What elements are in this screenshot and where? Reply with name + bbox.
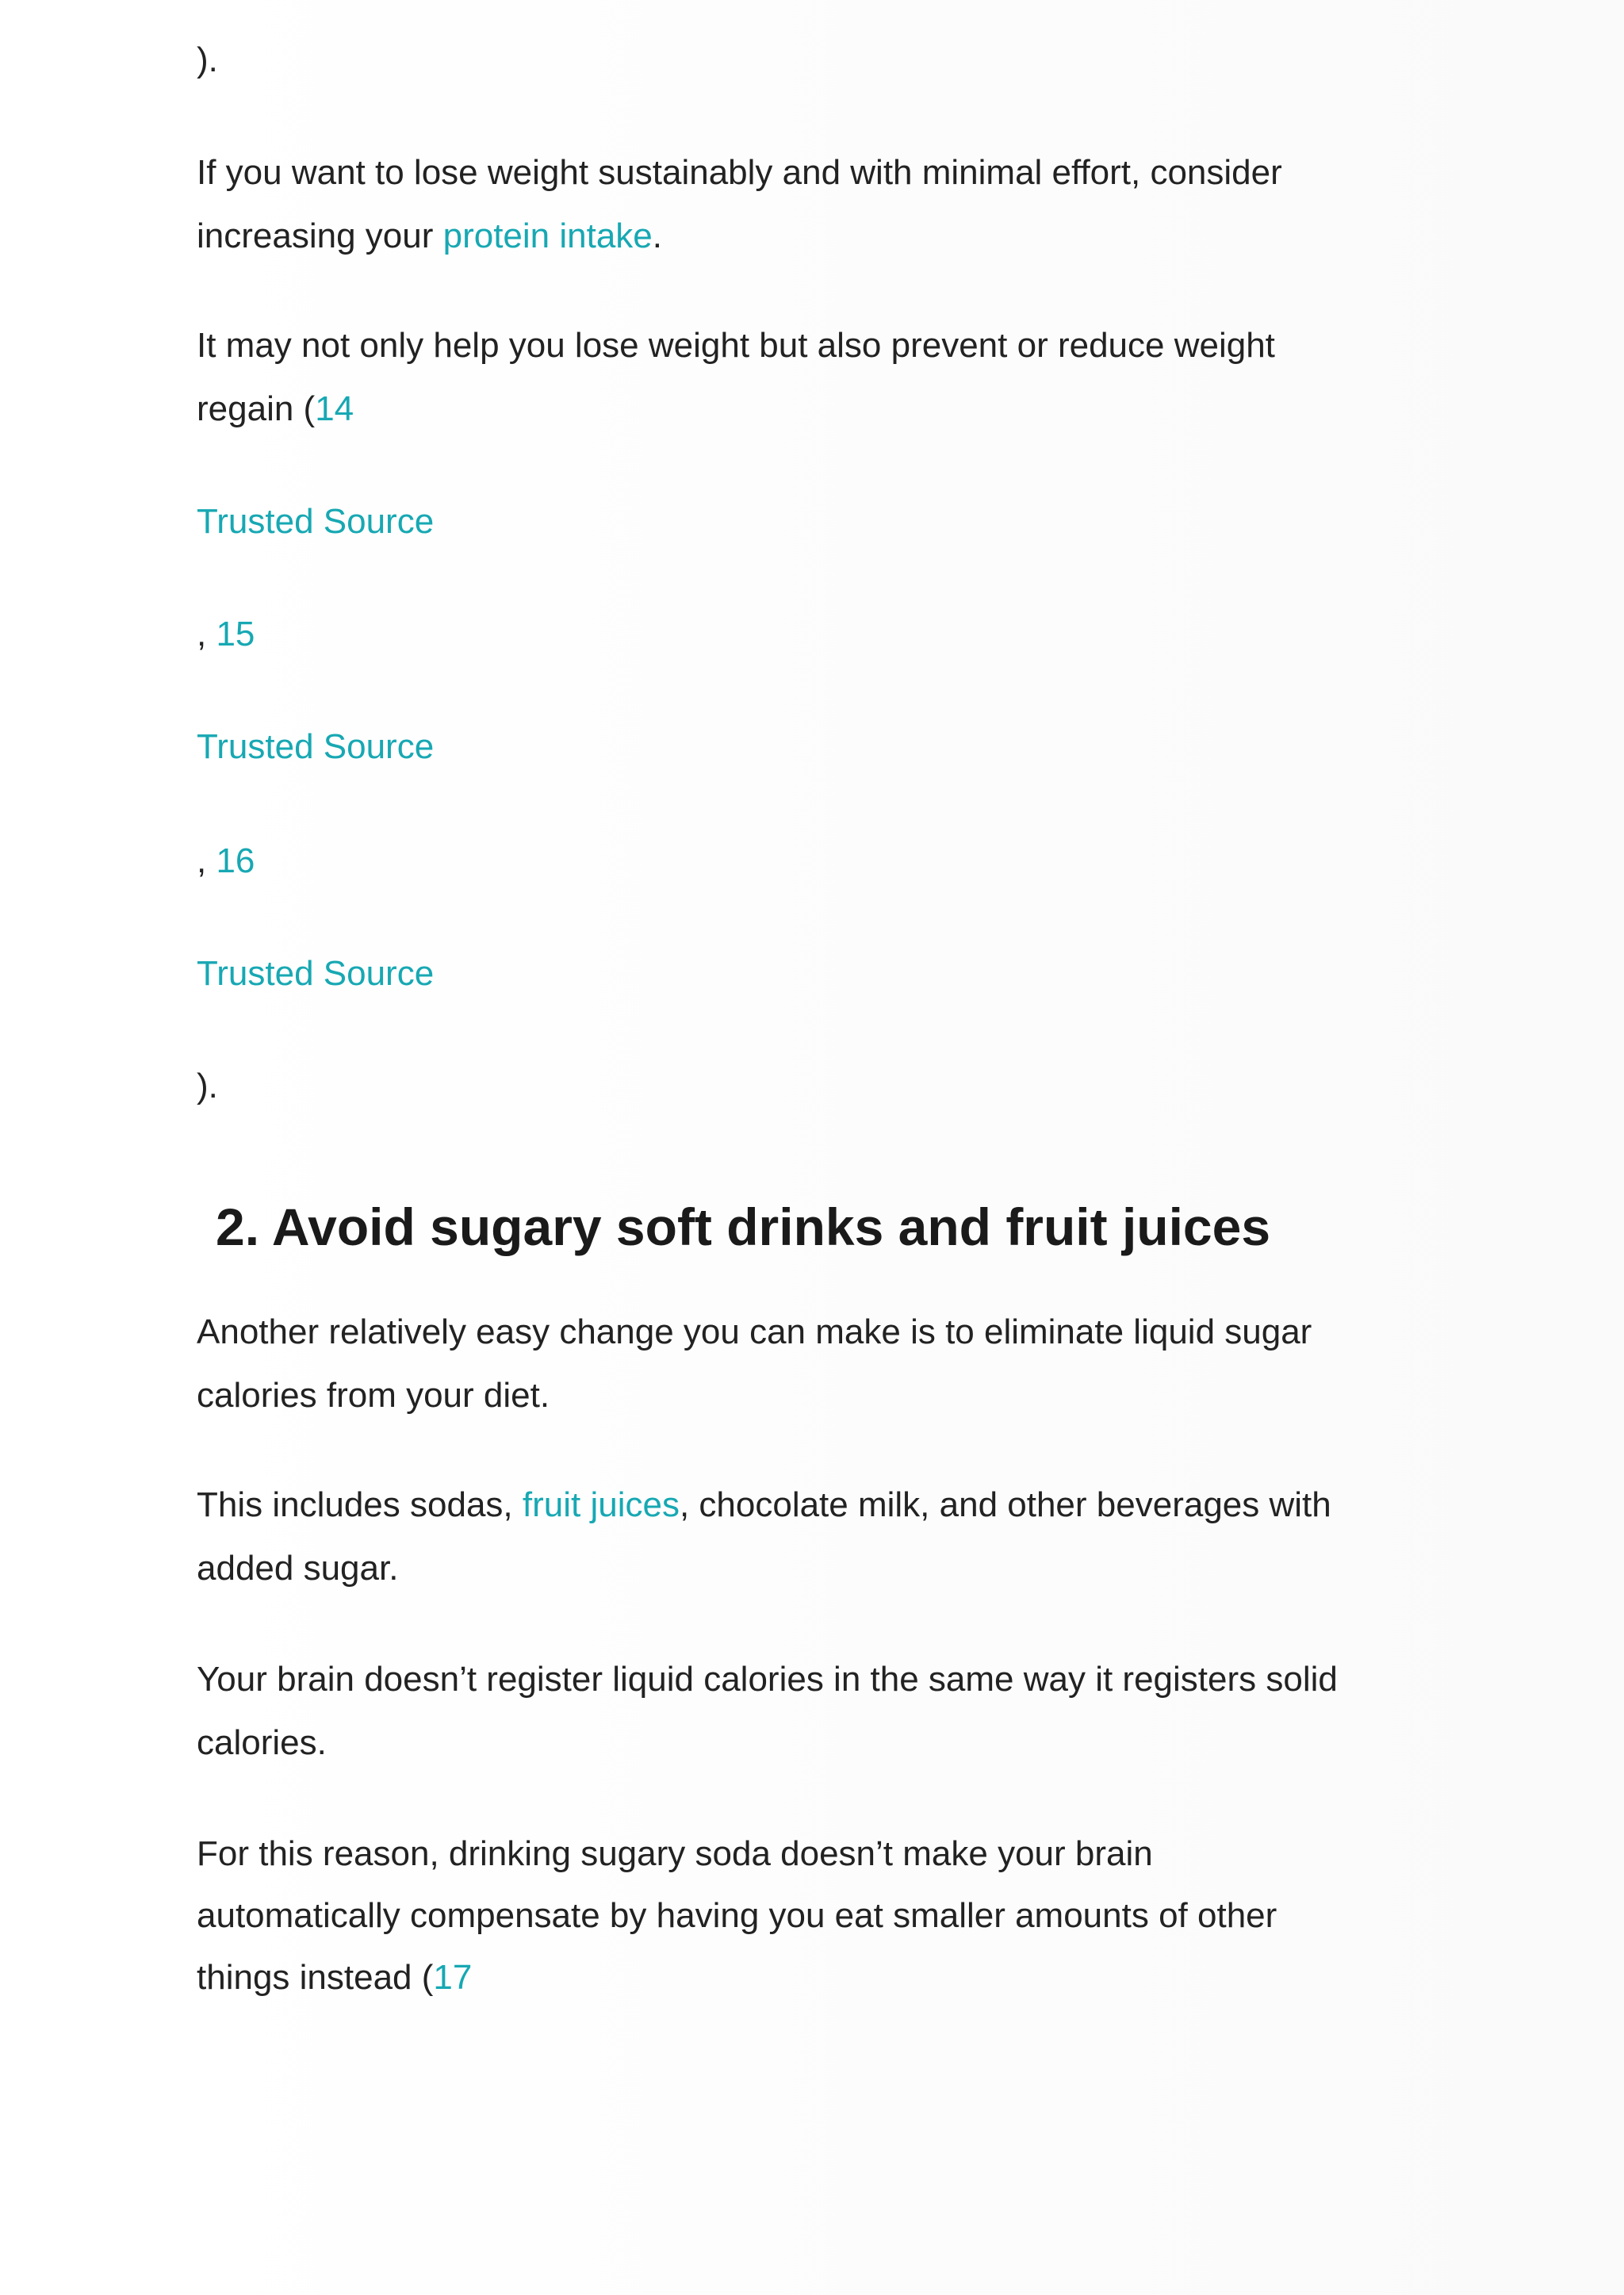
reference-16-line: , 16 — [197, 841, 255, 880]
reference-15-line: , 15 — [197, 615, 255, 653]
fruit-juices-link[interactable]: fruit juices — [522, 1485, 680, 1524]
closing-paren: ). — [197, 40, 218, 79]
paragraph-liquid-line-1: Another relatively easy change you can make is to eliminate liquid sugar — [197, 1312, 1312, 1351]
paragraph-includes-line-1: This includes sodas, fruit juices, chocolate milk, and other beverages with — [197, 1485, 1331, 1524]
paragraph-protein-line-1: If you want to lose weight sustainably and with minimal effort, consider — [197, 153, 1282, 192]
trusted-source-link[interactable]: Trusted Source — [197, 502, 435, 541]
protein-intake-link[interactable]: protein intake — [442, 216, 653, 255]
closing-paren: ). — [197, 1067, 218, 1105]
paragraph-reason-line-3: things instead (17 — [197, 1958, 473, 1997]
paragraph-regain-line-2: regain (14 — [197, 389, 354, 428]
paragraph-reason-line-1: For this reason, drinking sugary soda doesn’t make your brain — [197, 1834, 1153, 1873]
paragraph-brain-line-1: Your brain doesn’t register liquid calories in the same way it registers solid — [197, 1660, 1338, 1699]
paragraph-regain-line-1: It may not only help you lose weight but also prevent or reduce weight — [197, 326, 1275, 365]
paragraph-brain-line-2: calories. — [197, 1723, 327, 1762]
paragraph-reason-line-2: automatically compensate by having you eat smaller amounts of other — [197, 1896, 1277, 1935]
reference-16-link[interactable]: 16 — [216, 841, 255, 880]
section-heading: 2. Avoid sugary soft drinks and fruit juices — [216, 1197, 1271, 1256]
paragraph-liquid-line-2: calories from your diet. — [197, 1376, 550, 1415]
reference-14-link[interactable]: 14 — [315, 389, 354, 428]
trusted-source-link[interactable]: Trusted Source — [197, 727, 435, 766]
paragraph-protein-line-2: increasing your protein intake. — [197, 216, 663, 255]
trusted-source-link[interactable]: Trusted Source — [197, 954, 435, 993]
paragraph-includes-line-2: added sugar. — [197, 1549, 399, 1588]
reference-17-link[interactable]: 17 — [433, 1958, 473, 1997]
reference-15-link[interactable]: 15 — [216, 615, 255, 653]
